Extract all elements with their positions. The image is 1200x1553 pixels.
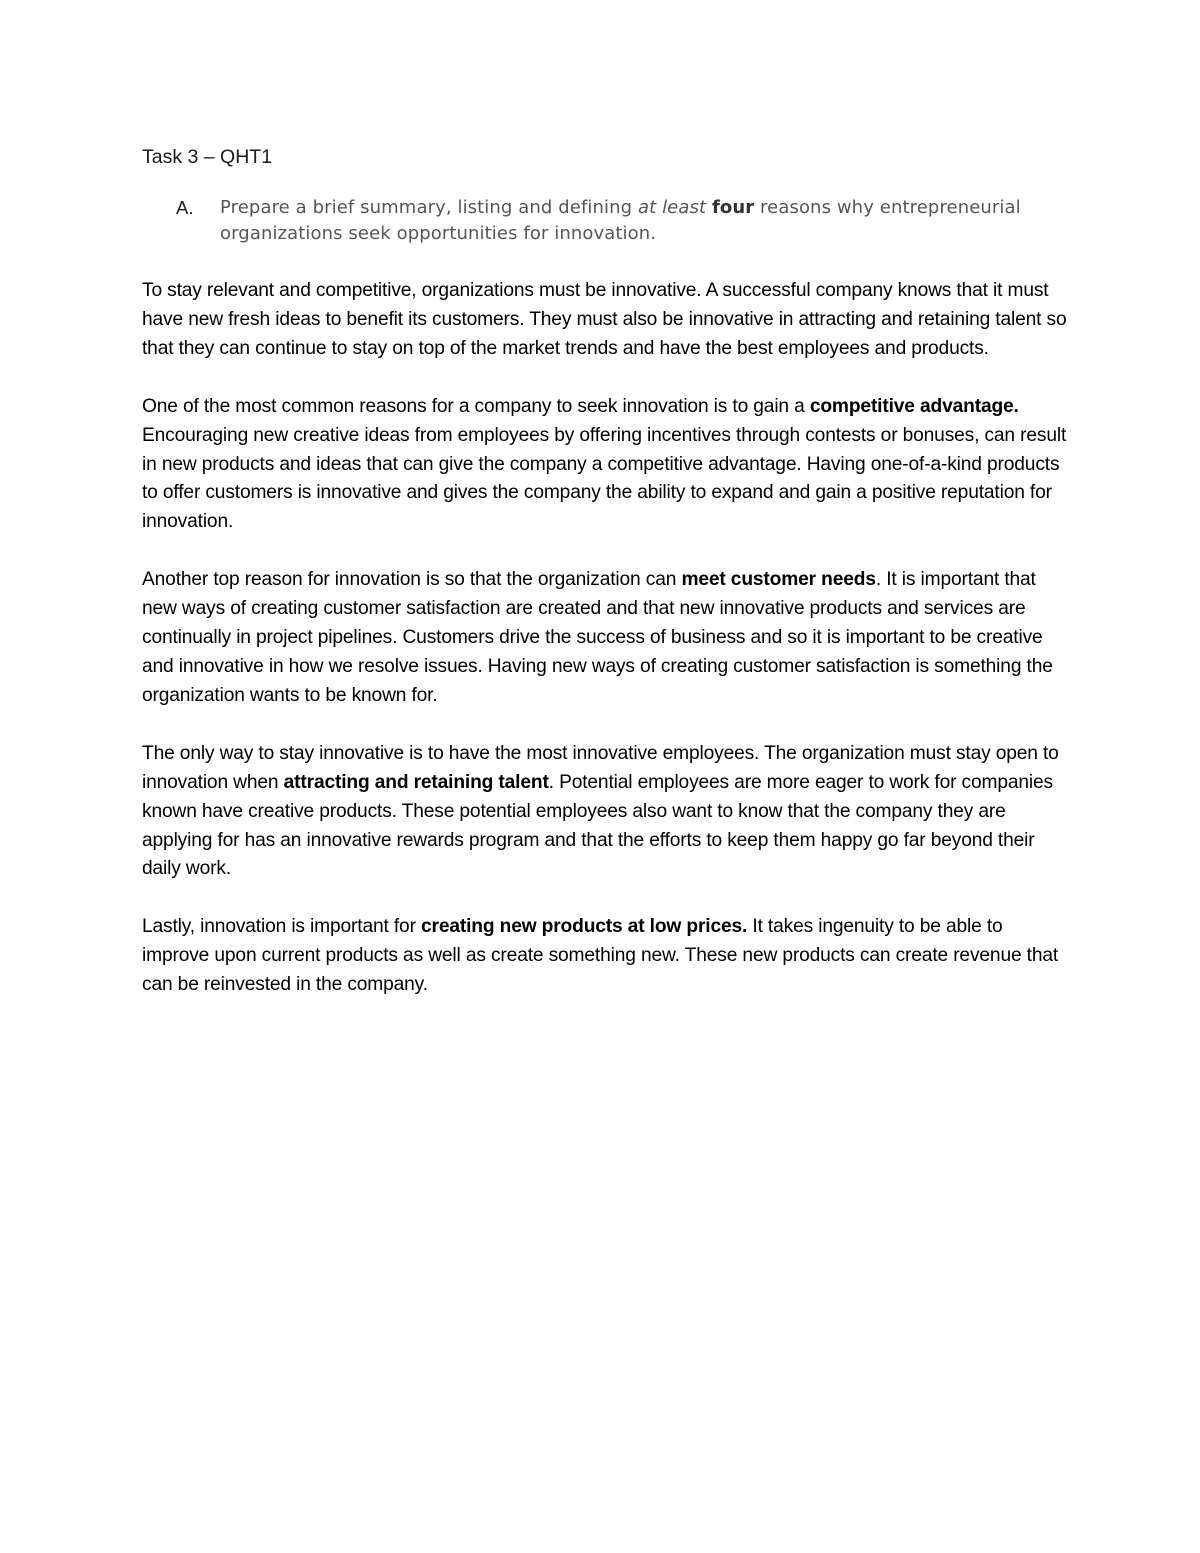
question-item xyxy=(142,195,1072,247)
question-emphasis: at least xyxy=(637,197,707,218)
paragraph-intro xyxy=(142,277,1072,364)
paragraph-key-term: competitive advantage. xyxy=(809,395,1019,417)
paragraph-intro-text: To stay relevant and competitive, organizations must be innovative. A successful company knows that it must have new fresh ideas to benefit its customers. They must also be innovative in attracting and retaining talent so that they can continue to stay on top of the market trends and have the best employees and products. xyxy=(142,280,1067,359)
paragraph-text-after: Encouraging new creative ideas from employees by offering incentives through contests or bonuses, can result in new products and ideas that can give the company a competitive advantage. Having one-of-a-kind products to offer customers is innovative and gives the company the ability to expand and gain a positive reputation for innovation. xyxy=(142,424,1067,533)
paragraph-text-after: . Potential employees are more eager to work for companies known have creative products. These potential employees also want to know that the company they are applying for has an innovative rewards program and that the efforts to keep them happy go far beyond their daily work. xyxy=(142,771,1053,880)
document-body xyxy=(142,143,1072,1029)
paragraph-key-term: meet customer needs xyxy=(681,569,876,591)
question-text xyxy=(220,195,1072,247)
paragraph-customer-needs xyxy=(142,566,1072,711)
paragraph-text-before: One of the most common reasons for a company to seek innovation is to gain a xyxy=(142,395,810,417)
paragraph-new-products xyxy=(142,913,1072,1000)
question-strong: four xyxy=(711,197,755,218)
paragraph-competitive-advantage xyxy=(142,393,1072,538)
paragraph-key-term: attracting and retaining talent xyxy=(283,771,549,793)
paragraph-text-after: . It is important that new ways of creating customer satisfaction are created and that new innovative products and services are continually in project pipelines. Customers drive the success of business and so it is important to be creative and innovative in how we resolve issues. Having new ways of creating customer satisfaction is something the organization wants to be known for. xyxy=(142,569,1053,706)
paragraph-text-before: Lastly, innovation is important for xyxy=(142,916,421,938)
paragraph-talent xyxy=(142,740,1072,885)
question-text-part-1: Prepare a brief summary, listing and defining xyxy=(220,197,638,218)
document-title: Task 3 – QHT1 xyxy=(142,146,273,168)
paragraph-key-term: creating new products at low prices. xyxy=(421,916,748,938)
paragraph-text-after: It takes ingenuity to be able to improve upon current products as well as create something new. These new products can create revenue that can be reinvested in the company. xyxy=(142,916,1059,996)
question-text-part-3: reasons why entrepreneurial organizations seek opportunities for innovation. xyxy=(220,197,1021,244)
question-letter: A. xyxy=(176,197,194,218)
paragraph-text-before: Another top reason for innovation is so that the organization can xyxy=(142,569,682,591)
paragraph-text-before: The only way to stay innovative is to have the most innovative employees. The organization must stay open to innovation when xyxy=(142,742,1059,793)
